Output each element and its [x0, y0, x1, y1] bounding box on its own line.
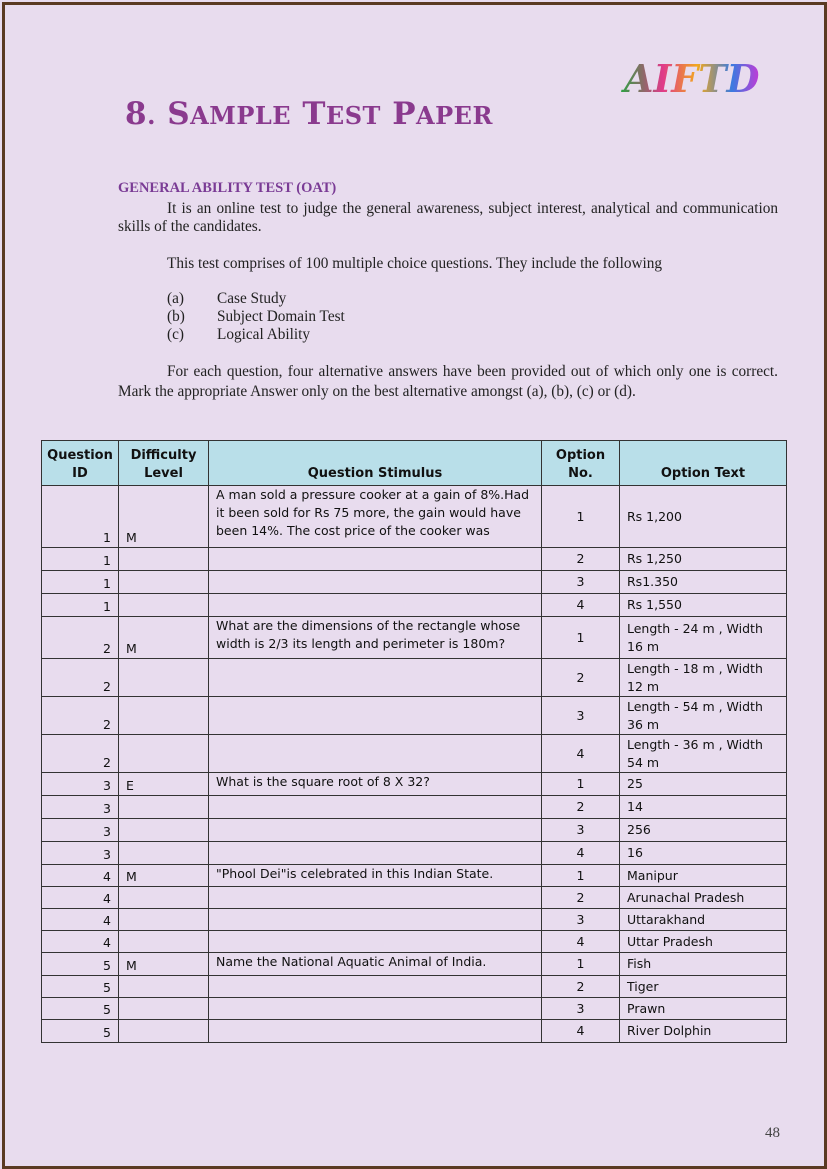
cell-difficulty: M — [119, 486, 209, 548]
cell-stimulus — [209, 931, 542, 953]
list-item: (a) Case Study — [167, 290, 287, 307]
cell-difficulty — [119, 842, 209, 865]
cell-stimulus: What is the square root of 8 X 32? — [209, 773, 542, 796]
cell-option-text: Length - 24 m , Width 16 m — [620, 617, 787, 659]
cell-option-text: Tiger — [620, 976, 787, 998]
cell-stimulus — [209, 548, 542, 571]
cell-stimulus — [209, 1020, 542, 1043]
cell-option-text: 16 — [620, 842, 787, 865]
intro-paragraph: It is an online test to judge the general awareness, subject interest, analytical and communication skills of the candidates. — [118, 200, 778, 235]
cell-option-no: 2 — [542, 659, 620, 697]
page-number: 48 — [765, 1125, 780, 1141]
cell-option-text: Rs1.350 — [620, 571, 787, 594]
table-row — [42, 819, 787, 842]
cell-option-no: 4 — [542, 842, 620, 865]
cell-option-no: 4 — [542, 1020, 620, 1043]
table-row — [42, 865, 787, 887]
cell-option-no: 3 — [542, 571, 620, 594]
table-row — [42, 796, 787, 819]
cell-question-id: 2 — [42, 617, 119, 659]
cell-question-id: 4 — [42, 865, 119, 887]
questions-table — [41, 440, 787, 1043]
cell-question-id: 2 — [42, 735, 119, 773]
instruction-paragraph: For each question, four alternative answers have been provided out of which only one is correct. Mark the appropriate Answer only on the best alternative amongst (a), (b), (c) or (d). — [118, 363, 778, 400]
cell-question-id: 1 — [42, 486, 119, 548]
cell-stimulus — [209, 819, 542, 842]
cell-question-id: 2 — [42, 697, 119, 735]
page-title: 8. SAMPLE TEST PAPER — [125, 96, 493, 132]
cell-stimulus — [209, 998, 542, 1020]
cell-question-id: 4 — [42, 909, 119, 931]
table-row — [42, 976, 787, 998]
cell-stimulus — [209, 659, 542, 697]
cell-option-no: 1 — [542, 865, 620, 887]
aiftd-logo — [620, 60, 770, 100]
svg-text:AIFTD: AIFTD — [624, 60, 760, 100]
cell-option-text: Rs 1,250 — [620, 548, 787, 571]
col-header-difficulty: Difficulty Level — [119, 441, 209, 486]
cell-option-text: Prawn — [620, 998, 787, 1020]
table-row — [42, 887, 787, 909]
table-row — [42, 617, 787, 659]
cell-option-text: Uttar Pradesh — [620, 931, 787, 953]
cell-option-text: Rs 1,200 — [620, 486, 787, 548]
cell-difficulty: M — [119, 865, 209, 887]
cell-difficulty — [119, 931, 209, 953]
cell-option-text: Length - 54 m , Width 36 m — [620, 697, 787, 735]
table-row — [42, 773, 787, 796]
table-row — [42, 735, 787, 773]
cell-stimulus — [209, 796, 542, 819]
list-item: (b) Subject Domain Test — [167, 308, 345, 325]
cell-option-no: 4 — [542, 735, 620, 773]
col-header-stimulus: Question Stimulus — [209, 441, 542, 486]
cell-difficulty — [119, 796, 209, 819]
list-item: (c) Logical Ability — [167, 326, 311, 343]
cell-option-no: 3 — [542, 697, 620, 735]
cell-stimulus — [209, 842, 542, 865]
col-header-option-text: Option Text — [620, 441, 787, 486]
cell-option-no: 1 — [542, 953, 620, 976]
cell-stimulus — [209, 909, 542, 931]
table-header-row — [42, 441, 787, 486]
cell-question-id: 3 — [42, 773, 119, 796]
cell-option-text: 25 — [620, 773, 787, 796]
cell-difficulty — [119, 571, 209, 594]
table-row — [42, 842, 787, 865]
cell-option-text: Length - 18 m , Width 12 m — [620, 659, 787, 697]
table-row — [42, 953, 787, 976]
cell-stimulus — [209, 735, 542, 773]
cell-difficulty: M — [119, 953, 209, 976]
cell-option-no: 2 — [542, 796, 620, 819]
cell-difficulty — [119, 548, 209, 571]
cell-option-no: 4 — [542, 594, 620, 617]
table-row — [42, 659, 787, 697]
cell-stimulus — [209, 594, 542, 617]
table-row — [42, 697, 787, 735]
cell-difficulty — [119, 819, 209, 842]
cell-question-id: 5 — [42, 953, 119, 976]
cell-question-id: 4 — [42, 887, 119, 909]
cell-option-no: 1 — [542, 486, 620, 548]
cell-question-id: 5 — [42, 998, 119, 1020]
cell-question-id: 3 — [42, 796, 119, 819]
cell-stimulus — [209, 976, 542, 998]
cell-option-no: 2 — [542, 887, 620, 909]
cell-difficulty — [119, 887, 209, 909]
table-row — [42, 594, 787, 617]
cell-option-no: 3 — [542, 909, 620, 931]
cell-option-no: 1 — [542, 773, 620, 796]
table-row — [42, 486, 787, 548]
cell-question-id: 3 — [42, 842, 119, 865]
cell-stimulus: Name the National Aquatic Animal of India. — [209, 953, 542, 976]
table-row — [42, 571, 787, 594]
cell-option-no: 3 — [542, 819, 620, 842]
cell-option-text: Uttarakhand — [620, 909, 787, 931]
sections-list — [167, 290, 345, 344]
cell-question-id: 3 — [42, 819, 119, 842]
cell-difficulty — [119, 998, 209, 1020]
cell-question-id: 2 — [42, 659, 119, 697]
cell-option-no: 3 — [542, 998, 620, 1020]
cell-option-text: Manipur — [620, 865, 787, 887]
cell-question-id: 1 — [42, 594, 119, 617]
cell-difficulty: E — [119, 773, 209, 796]
cell-stimulus: A man sold a pressure cooker at a gain of 8%.Had it been sold for Rs 75 more, the gain would have been 14%. The cost price of the cooker was — [209, 486, 542, 548]
cell-question-id: 4 — [42, 931, 119, 953]
cell-question-id: 1 — [42, 548, 119, 571]
cell-option-text: Arunachal Pradesh — [620, 887, 787, 909]
table-row — [42, 1020, 787, 1043]
cell-option-no: 2 — [542, 976, 620, 998]
cell-option-no: 4 — [542, 931, 620, 953]
cell-difficulty — [119, 1020, 209, 1043]
cell-question-id: 1 — [42, 571, 119, 594]
table-row — [42, 998, 787, 1020]
comprises-paragraph: This test comprises of 100 multiple choice questions. They include the following — [167, 255, 663, 272]
cell-option-text: 256 — [620, 819, 787, 842]
section-heading: GENERAL ABILITY TEST (OAT) — [118, 180, 337, 196]
cell-stimulus: "Phool Dei"is celebrated in this Indian State. — [209, 865, 542, 887]
cell-difficulty: M — [119, 617, 209, 659]
cell-option-text: Fish — [620, 953, 787, 976]
table-row — [42, 931, 787, 953]
cell-stimulus — [209, 571, 542, 594]
cell-difficulty — [119, 659, 209, 697]
cell-option-no: 2 — [542, 548, 620, 571]
cell-stimulus — [209, 697, 542, 735]
table-row — [42, 548, 787, 571]
cell-option-text: Rs 1,550 — [620, 594, 787, 617]
cell-difficulty — [119, 697, 209, 735]
cell-stimulus: What are the dimensions of the rectangle whose width is 2/3 its length and perimeter is 180m? — [209, 617, 542, 659]
table-row — [42, 909, 787, 931]
cell-stimulus — [209, 887, 542, 909]
cell-option-text: 14 — [620, 796, 787, 819]
cell-difficulty — [119, 909, 209, 931]
cell-option-no: 1 — [542, 617, 620, 659]
cell-difficulty — [119, 735, 209, 773]
col-header-question-id: Question ID — [42, 441, 119, 486]
cell-difficulty — [119, 976, 209, 998]
cell-question-id: 5 — [42, 1020, 119, 1043]
cell-option-text: Length - 36 m , Width 54 m — [620, 735, 787, 773]
cell-option-text: River Dolphin — [620, 1020, 787, 1043]
cell-difficulty — [119, 594, 209, 617]
col-header-option-no: Option No. — [542, 441, 620, 486]
cell-question-id: 5 — [42, 976, 119, 998]
